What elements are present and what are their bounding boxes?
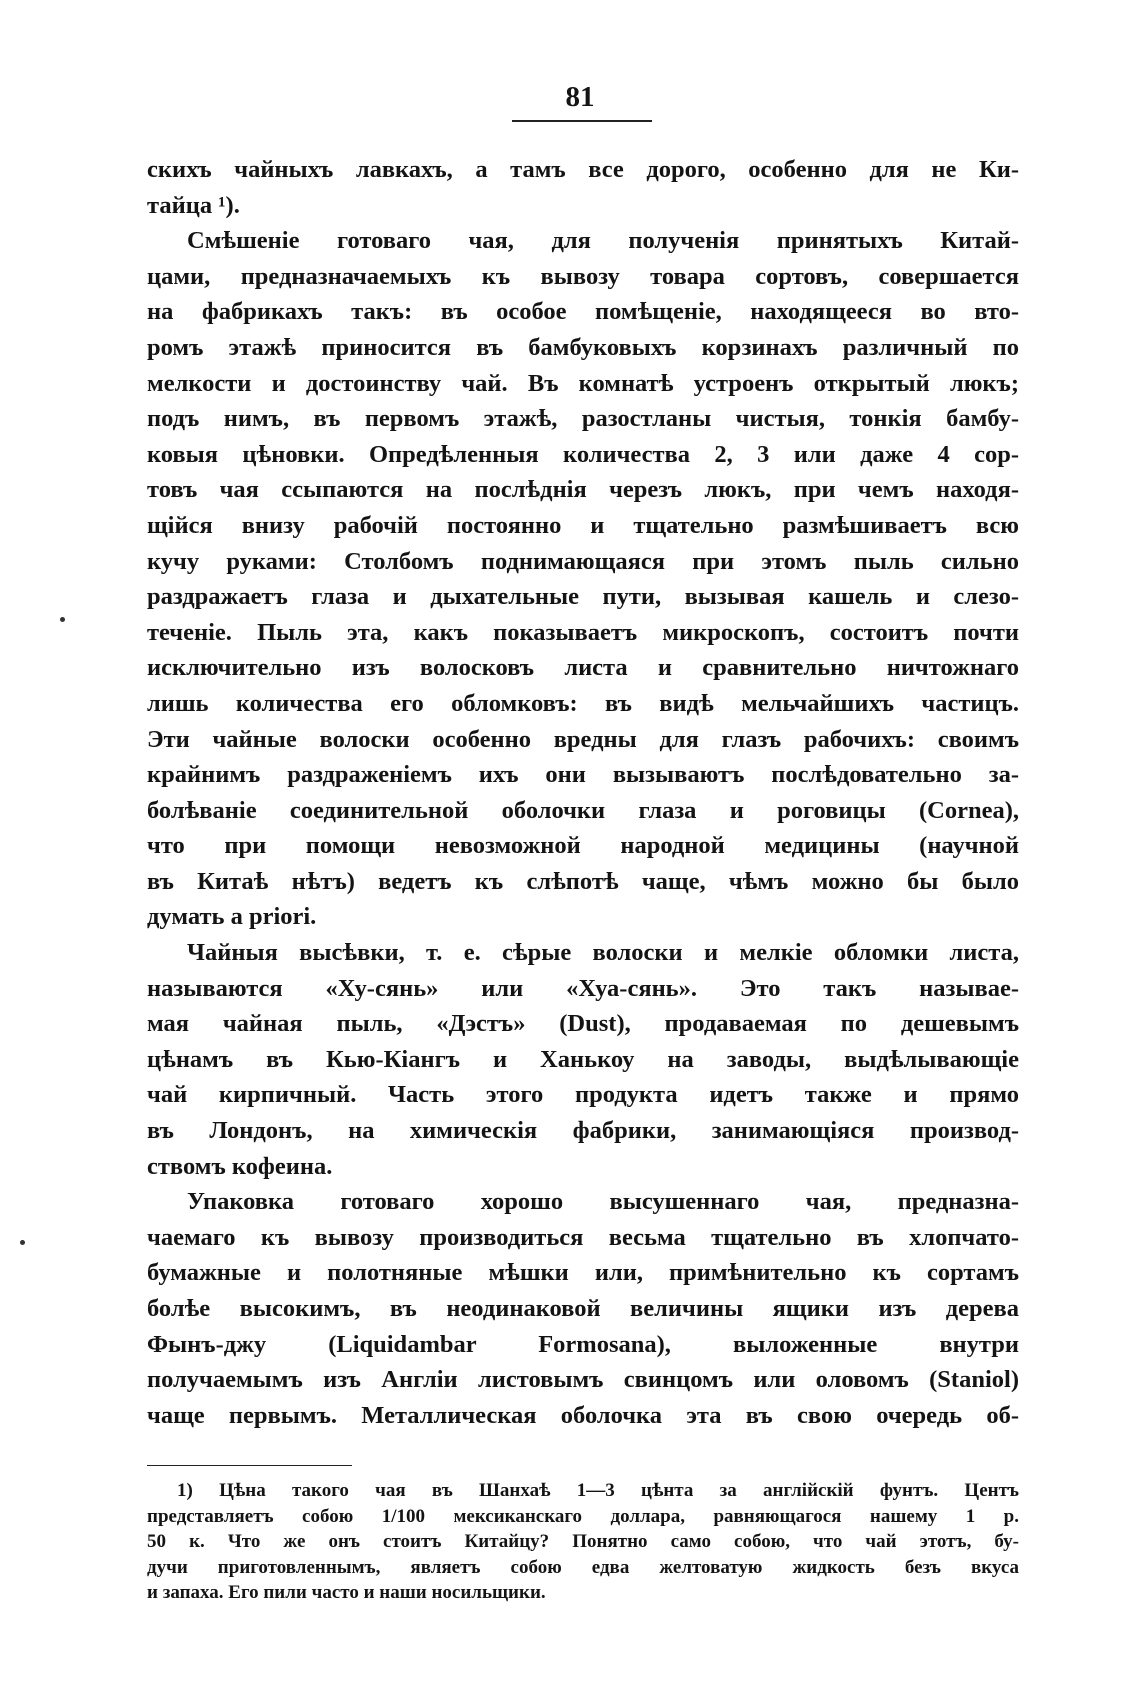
text-line: кучу руками: Столбомъ поднимающаяся при этомъ пыль сильно <box>147 547 1019 575</box>
text-line: теченіе. Пыль эта, какъ показываетъ микроскопъ, состоитъ почти <box>147 618 1019 646</box>
text-line: въ Китаѣ нѣтъ) ведетъ къ слѣпотѣ чаще, чѣмъ можно бы было <box>147 867 1019 895</box>
text-line: щійся внизу рабочій постоянно и тщательно размѣшиваетъ всю <box>147 511 1019 539</box>
text-line: болѣе высокимъ, въ неодинаковой величины ящики изъ дерева <box>147 1295 1019 1322</box>
text-line: мелкости и достоинству чай. Въ комнатѣ устроенъ открытый люкъ; <box>147 369 1019 397</box>
text-line: тайца ¹). <box>147 191 240 219</box>
text-line: ромъ этажѣ приносится въ бамбуковыхъ корзинахъ различный по <box>147 333 1019 361</box>
margin-speck <box>20 1240 25 1245</box>
text-line: крайнимъ раздраженіемъ ихъ они вызываютъ послѣдовательно за- <box>147 761 1019 789</box>
footnote-line: 1) Цѣна такого чая въ Шанхаѣ 1—3 цѣнта за англійскій фунтъ. Центъ <box>177 1480 1019 1501</box>
text-line: чаще первымъ. Металлическая оболочка эта въ свою очередь об- <box>147 1401 1019 1429</box>
footnote <box>147 1478 1019 1606</box>
footnote-line: 50 к. Что же онъ стоитъ Китайцу? Понятно само собою, что чай этотъ, бу- <box>147 1531 1019 1552</box>
margin-speck <box>60 617 65 622</box>
text-line: называются «Ху-сянь» или «Хуа-сянь». Это такъ называе- <box>147 974 1019 1002</box>
text-line: Чайныя высѣвки, т. е. сѣрые волоски и мелкіе обломки листа, <box>187 939 1019 967</box>
text-line: Эти чайные волоски особенно вредны для глазъ рабочихъ: своимъ <box>147 725 1019 753</box>
text-line: раздражаетъ глаза и дыхательные пути, вызывая кашель и слезо- <box>147 583 1019 611</box>
text-line: цѣнамъ въ Кью-Кіангъ и Ханькоу на заводы, выдѣлывающіе <box>147 1045 1019 1073</box>
text-line: Смѣшеніе готоваго чая, для полученія принятыхъ Китай- <box>187 227 1019 255</box>
text-line: болѣваніе соединительной оболочки глаза и роговицы (Cornea), <box>147 796 1019 824</box>
text-line: что при помощи невозможной народной медицины (научной <box>147 832 1019 860</box>
page-number: 81 <box>565 81 595 113</box>
footnote-line: дучи приготовленнымъ, являетъ собою едва желтоватую жидкость безъ вкуса <box>147 1556 1019 1578</box>
text-line: на фабрикахъ такъ: въ особое помѣщеніе, находящееся во вто- <box>147 298 1019 326</box>
text-line: лишь количества его обломковъ: въ видѣ мельчайшихъ частицъ. <box>147 689 1019 717</box>
text-line: исключительно изъ волосковъ листа и сравнительно ничтожнаго <box>147 654 1019 682</box>
text-line: подъ нимъ, въ первомъ этажѣ, разостланы чистыя, тонкія бамбу- <box>147 405 1019 433</box>
text-line: въ Лондонъ, на химическія фабрики, занимающіяся производ- <box>147 1117 1019 1145</box>
text-line: чаемаго къ вывозу производиться весьма тщательно въ хлопчато- <box>147 1223 1019 1251</box>
header-rule <box>512 120 652 122</box>
text-line: бумажные и полотняные мѣшки или, примѣнительно къ сортамъ <box>147 1259 1019 1287</box>
text-line: товъ чая ссыпаются на послѣднія черезъ люкъ, при чемъ находя- <box>147 476 1019 504</box>
text-line: скихъ чайныхъ лавкахъ, а тамъ все дорого, особенно для не Ки- <box>147 156 1019 183</box>
text-line: цами, предназначаемыхъ къ вывозу товара сортовъ, совершается <box>147 262 1019 290</box>
text-line: Упаковка готоваго хорошо высушеннаго чая, предназна- <box>187 1188 1019 1216</box>
footnote-rule <box>147 1465 352 1466</box>
text-line: ковыя цѣновки. Опредѣленныя количества 2, 3 или даже 4 сор- <box>147 440 1019 468</box>
text-line: мая чайная пыль, «Дэстъ» (Dust), продаваемая по дешевымъ <box>147 1010 1019 1038</box>
text-line: чай кирпичный. Часть этого продукта идетъ также и прямо <box>147 1081 1019 1109</box>
text-line: ствомъ кофеина. <box>147 1152 333 1180</box>
text-line: получаемымъ изъ Англіи листовымъ свинцомъ или оловомъ (Staniol) <box>147 1366 1019 1394</box>
body-text <box>147 152 1019 1433</box>
footnote-line: и запаха. Его пили часто и наши носильщики. <box>147 1582 546 1603</box>
footnote-line: представляетъ собою 1/100 мексиканскаго доллара, равняющагося нашему 1 р. <box>147 1505 1019 1527</box>
text-line: думать a priori. <box>147 903 317 931</box>
text-line: Фынъ-джу (Liquidambar Formosana), выложенные внутри <box>147 1330 1019 1358</box>
